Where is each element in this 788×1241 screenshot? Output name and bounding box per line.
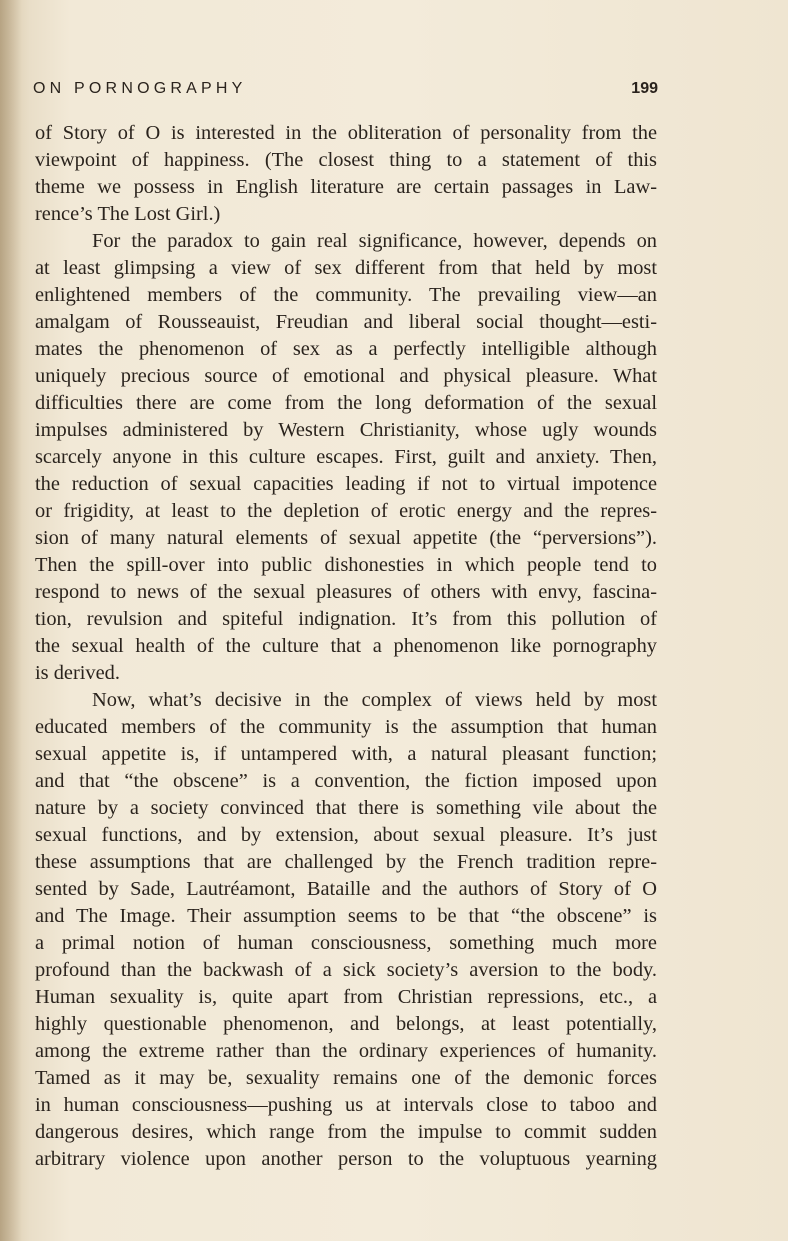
text-line: and The Image. Their assumption seems to be that “the obscene” is [35,905,657,927]
text-line: profound than the backwash of a sick society’s aversion to the body. [35,959,657,981]
page-header [33,80,658,102]
text-line: in human consciousness—pushing us at intervals close to taboo and [35,1094,657,1116]
text-line: highly questionable phenomenon, and belongs, at least potentially, [35,1013,657,1035]
paragraph-3 [35,687,657,1173]
body-text [35,120,657,1173]
text-line: sented by Sade, Lautréamont, Bataille and the authors of Story of O [35,878,657,900]
text-line: sexual appetite is, if untampered with, a natural pleasant function; [35,743,657,765]
text-line: enlightened members of the community. The prevailing view—an [35,284,657,306]
text-line: or frigidity, at least to the depletion of erotic energy and the repres- [35,500,657,522]
text-line: rence’s The Lost Girl.) [35,203,221,225]
running-head: ON PORNOGRAPHY [33,80,247,97]
text-line: and that “the obscene” is a convention, the fiction imposed upon [35,770,657,792]
text-line: scarcely anyone in this culture escapes. First, guilt and anxiety. Then, [35,446,657,468]
text-line: is derived. [35,662,120,684]
text-line: Then the spill-over into public dishonesties in which people tend to [35,554,657,576]
text-line: For the paradox to gain real significance, however, depends on [92,230,657,252]
text-line: of Story of O is interested in the obliteration of personality from the [35,122,657,144]
text-line: Tamed as it may be, sexuality remains one of the demonic forces [35,1067,657,1089]
text-line: dangerous desires, which range from the impulse to commit sudden [35,1121,657,1143]
text-line: tion, revulsion and spiteful indignation. It’s from this pollution of [35,608,657,630]
book-spine-shadow [0,0,22,1241]
text-line: uniquely precious source of emotional and physical pleasure. What [35,365,657,387]
text-line: amalgam of Rousseauist, Freudian and liberal social thought—esti- [35,311,657,333]
text-line: the reduction of sexual capacities leading if not to virtual impotence [35,473,657,495]
text-line: educated members of the community is the assumption that human [35,716,657,738]
text-line: Human sexuality is, quite apart from Christian repressions, etc., a [35,986,657,1008]
text-line: at least glimpsing a view of sex different from that held by most [35,257,657,279]
text-line: the sexual health of the culture that a phenomenon like pornography [35,635,657,657]
paragraph-2 [35,228,657,687]
text-line: sion of many natural elements of sexual appetite (the “perversions”). [35,527,657,549]
text-line: difficulties there are come from the long deformation of the sexual [35,392,657,414]
text-line: among the extreme rather than the ordinary experiences of humanity. [35,1040,657,1062]
text-line: viewpoint of happiness. (The closest thing to a statement of this [35,149,657,171]
text-line: impulses administered by Western Christianity, whose ugly wounds [35,419,657,441]
paragraph-1 [35,120,657,228]
text-line: nature by a society convinced that there is something vile about the [35,797,657,819]
text-line: mates the phenomenon of sex as a perfectly intelligible although [35,338,657,360]
text-line: Now, what’s decisive in the complex of views held by most [92,689,657,711]
text-line: a primal notion of human consciousness, something much more [35,932,657,954]
text-line: theme we possess in English literature are certain passages in Law- [35,176,657,198]
text-line: respond to news of the sexual pleasures of others with envy, fascina- [35,581,657,603]
text-line: these assumptions that are challenged by the French tradition repre- [35,851,657,873]
text-line: sexual functions, and by extension, about sexual pleasure. It’s just [35,824,657,846]
page-number: 199 [631,80,658,97]
text-line: arbitrary violence upon another person to the voluptuous yearning [35,1148,657,1170]
